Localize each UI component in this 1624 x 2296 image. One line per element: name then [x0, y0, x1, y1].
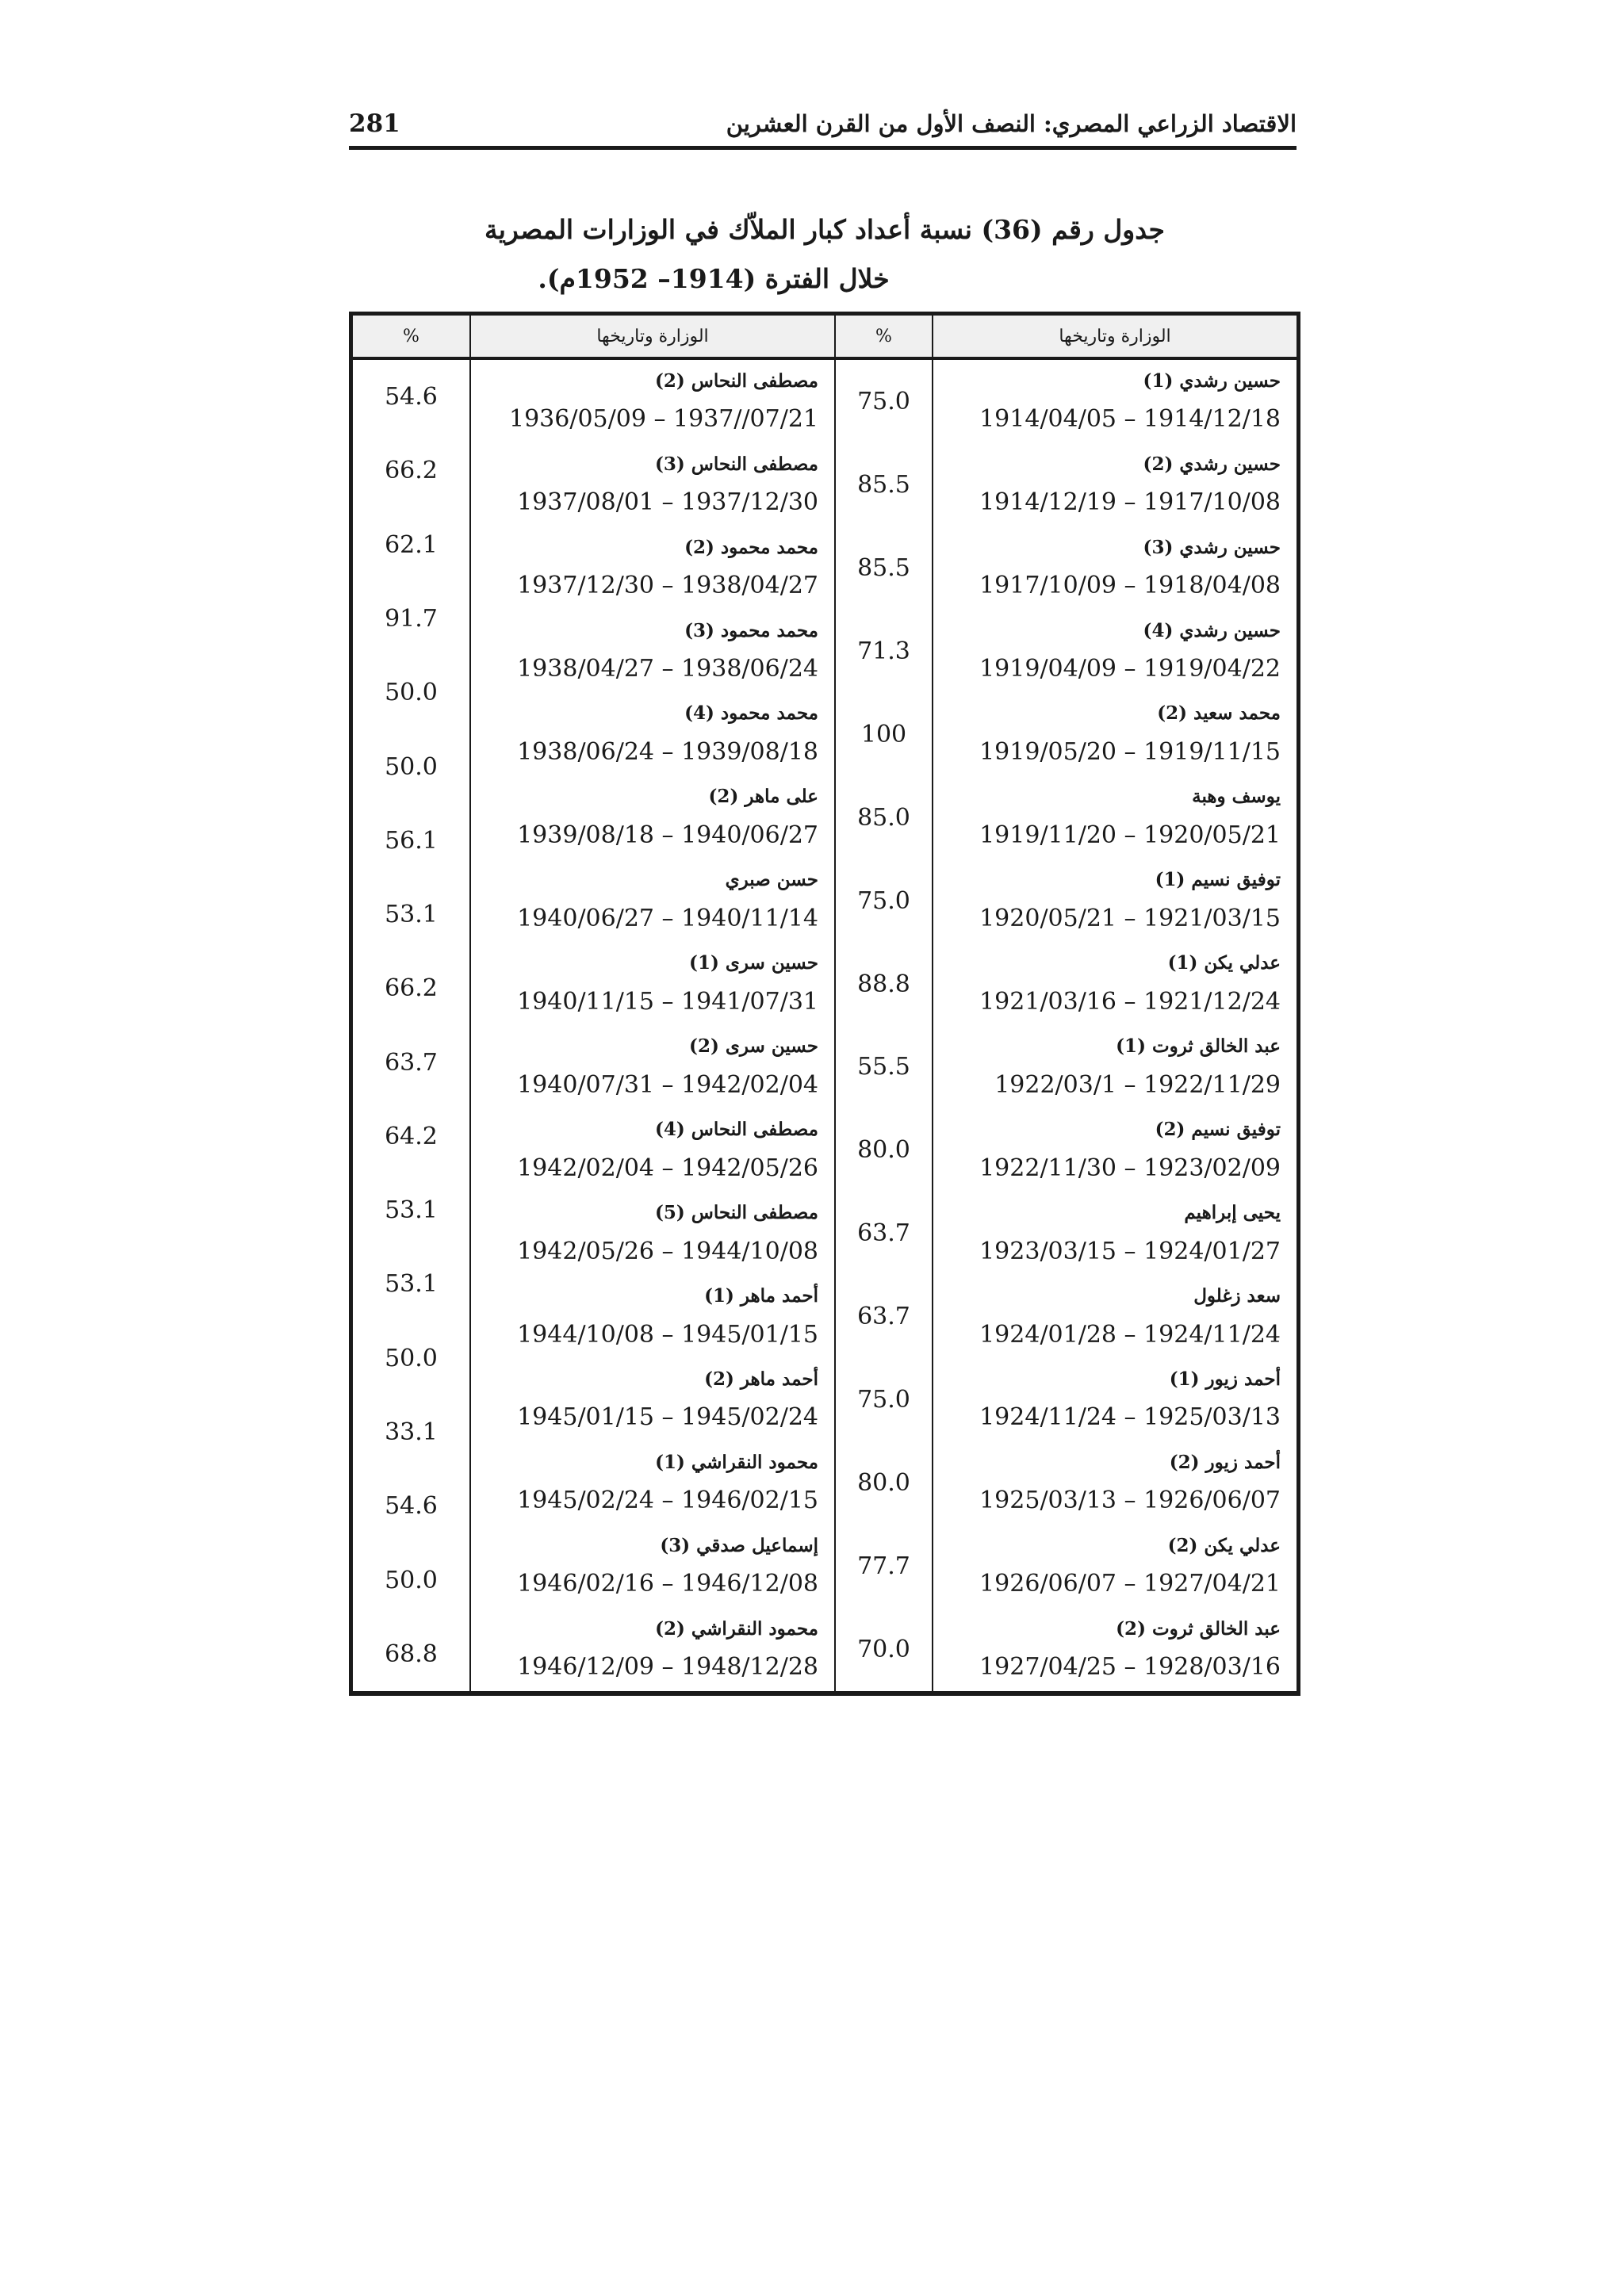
ministry-name: حسين رشدي (2) [1143, 453, 1281, 475]
ministry-name: أحمد زيور (2) [1169, 1451, 1281, 1473]
percent-value: 64.2 [385, 1122, 438, 1150]
percent-value: 66.2 [385, 457, 438, 485]
ministry-dates: 1937/08/01 – 1937/12/30 [517, 488, 818, 517]
percent-value: 71.3 [857, 637, 910, 665]
ministry-name: حسين رشدي (1) [1143, 369, 1281, 392]
ministry-name: عبد الخالق ثروت (1) [1116, 1035, 1281, 1058]
ministry-cell [471, 1525, 834, 1608]
header-rule [349, 146, 1297, 150]
left-ministry-column [469, 316, 834, 1691]
ministry-cell [933, 693, 1297, 776]
table-caption-line-2: خلال الفترة (1914– 1952م). [538, 263, 890, 294]
percent-value: 75.0 [857, 886, 910, 915]
right-ministry-cells [933, 360, 1297, 1691]
ministry-cell [933, 1108, 1297, 1192]
percent-value: 54.6 [385, 383, 438, 411]
ministry-name: أحمد ماهر (1) [704, 1285, 818, 1307]
ministry-dates: 1919/04/09 – 1919/04/22 [979, 655, 1281, 683]
percent-value: 80.0 [857, 1136, 910, 1165]
ministry-name: مصطفى النحاس (5) [654, 1202, 818, 1224]
ministry-cell [471, 1358, 834, 1441]
ministry-name: محمد محمود (3) [684, 619, 818, 641]
percent-value: 85.0 [857, 803, 910, 832]
ministry-dates: 1921/03/16 – 1921/12/24 [979, 987, 1281, 1016]
ministry-cell [471, 1026, 834, 1109]
ministry-dates: 1940/07/31 – 1942/02/04 [517, 1070, 818, 1099]
percent-value: 54.6 [385, 1492, 438, 1521]
percent-value: 53.1 [385, 1270, 438, 1299]
ministry-name: مصطفى النحاس (4) [654, 1119, 818, 1141]
percent-value: 50.0 [385, 679, 438, 707]
ministry-dates: 1919/05/20 – 1919/11/15 [979, 737, 1281, 766]
ministry-dates: 1938/04/27 – 1938/06/24 [517, 655, 818, 683]
ministry-cell [471, 610, 834, 693]
right-ministry-column [932, 316, 1297, 1691]
ministry-dates: 1926/06/07 – 1927/04/21 [979, 1570, 1281, 1598]
ministry-cell [471, 943, 834, 1026]
ministry-cell [933, 859, 1297, 943]
percent-value: 70.0 [857, 1636, 910, 1664]
ministry-name: مصطفى النحاس (2) [654, 369, 818, 392]
right-percent-column [834, 316, 932, 1691]
ministry-cell [933, 1608, 1297, 1691]
ministry-name: حسين سرى (2) [689, 1035, 818, 1058]
percent-value: 85.5 [857, 470, 910, 499]
percent-value: 66.2 [385, 974, 438, 1003]
ministry-name: محمود النقراشي (2) [655, 1617, 818, 1640]
ministry-name: حسين رشدي (3) [1143, 536, 1281, 558]
percent-value: 33.1 [385, 1418, 438, 1447]
ministry-name: عدلي يكن (1) [1167, 952, 1281, 974]
left-ministry-header: الوزارة وتاريخها [471, 316, 834, 360]
ministry-name: أحمد ماهر (2) [704, 1368, 818, 1390]
ministry-name: حسن صبري [725, 869, 818, 891]
page-number: 281 [349, 109, 400, 138]
ministry-cell [471, 1608, 834, 1691]
ministry-dates: 1914/12/19 – 1917/10/08 [979, 488, 1281, 517]
percent-value: 85.5 [857, 553, 910, 582]
percent-value: 75.0 [857, 1386, 910, 1414]
percent-value: 56.1 [385, 826, 438, 855]
ministry-name: عدلي يكن (2) [1167, 1534, 1281, 1556]
ministries-table [349, 312, 1300, 1696]
percent-value: 50.0 [385, 1566, 438, 1594]
ministry-dates: 1922/11/30 – 1923/02/09 [979, 1154, 1281, 1182]
ministry-dates: 1942/05/26 – 1944/10/08 [517, 1237, 818, 1265]
ministry-dates: 1938/06/24 – 1939/08/18 [517, 737, 818, 766]
table-caption-line-1: جدول رقم (36) نسبة أعداد كبار الملاّك في الوزارات المصرية [485, 214, 1165, 245]
ministry-cell [933, 776, 1297, 859]
ministry-dates: 1927/04/25 – 1928/03/16 [979, 1653, 1281, 1682]
ministry-dates: 1945/01/15 – 1945/02/24 [517, 1403, 818, 1432]
ministry-dates: 1937/12/30 – 1938/04/27 [517, 572, 818, 600]
page-header [349, 101, 1297, 146]
ministry-name: عبد الخالق ثروت (2) [1116, 1617, 1281, 1640]
percent-value: 55.5 [857, 1053, 910, 1081]
left-ministry-cells [471, 360, 834, 1691]
ministry-name: حسين سرى (1) [689, 952, 818, 974]
ministry-dates: 1924/11/24 – 1925/03/13 [979, 1403, 1281, 1432]
ministry-dates: 1923/03/15 – 1924/01/27 [979, 1237, 1281, 1265]
ministry-name: توفيق نسيم (2) [1155, 1119, 1281, 1141]
ministry-dates: 1946/02/16 – 1946/12/08 [517, 1570, 818, 1598]
ministry-dates: 1936/05/09 – 1937//07/21 [509, 405, 818, 434]
ministry-name: مصطفى النحاس (3) [654, 453, 818, 475]
ministry-cell [471, 693, 834, 776]
ministry-name: إسماعيل صدقي (3) [660, 1534, 818, 1556]
ministry-cell [933, 1358, 1297, 1441]
percent-value: 50.0 [385, 752, 438, 781]
ministry-cell [471, 1192, 834, 1275]
ministry-dates: 1940/06/27 – 1940/11/14 [517, 904, 818, 932]
ministry-cell [933, 1525, 1297, 1608]
ministry-cell [933, 1275, 1297, 1358]
ministry-cell [933, 610, 1297, 693]
ministry-cell [933, 1026, 1297, 1109]
ministry-dates: 1925/03/13 – 1926/06/07 [979, 1487, 1281, 1515]
ministry-cell [933, 443, 1297, 526]
ministry-name: أحمد زيور (1) [1169, 1368, 1281, 1390]
ministry-dates: 1940/11/15 – 1941/07/31 [517, 987, 818, 1016]
percent-value: 68.8 [385, 1640, 438, 1668]
ministry-name: محمد محمود (2) [684, 536, 818, 558]
ministry-dates: 1919/11/20 – 1920/05/21 [979, 821, 1281, 849]
ministry-dates: 1920/05/21 – 1921/03/15 [979, 904, 1281, 932]
percent-value: 53.1 [385, 1196, 438, 1225]
percent-value: 75.0 [857, 387, 910, 415]
right-ministry-header: الوزارة وتاريخها [933, 316, 1297, 360]
ministry-name: على ماهر (2) [708, 786, 818, 808]
ministry-cell [471, 443, 834, 526]
percent-value: 80.0 [857, 1469, 910, 1498]
ministry-cell [933, 360, 1297, 443]
ministry-dates: 1945/02/24 – 1946/02/15 [517, 1487, 818, 1515]
ministry-cell [471, 1441, 834, 1525]
percent-value: 63.7 [385, 1048, 438, 1077]
ministry-cell [933, 943, 1297, 1026]
ministry-cell [471, 1108, 834, 1192]
percent-value: 91.7 [385, 604, 438, 633]
percent-value: 63.7 [857, 1303, 910, 1331]
running-title: الاقتصاد الزراعي المصري: النصف الأول من القرن العشرين [726, 110, 1297, 137]
left-percent-header: % [353, 316, 469, 360]
ministry-dates: 1942/02/04 – 1942/05/26 [517, 1154, 818, 1182]
percent-value: 50.0 [385, 1344, 438, 1372]
ministry-name: سعد زغلول [1193, 1285, 1281, 1307]
percent-value: 63.7 [857, 1219, 910, 1248]
ministry-dates: 1946/12/09 – 1948/12/28 [517, 1653, 818, 1682]
ministry-cell [933, 526, 1297, 610]
percent-value: 88.8 [857, 970, 910, 998]
percent-value: 77.7 [857, 1552, 910, 1581]
ministry-name: محمد سعيد (2) [1157, 702, 1281, 725]
ministry-name: يوسف وهبة [1192, 786, 1281, 808]
ministry-name: حسين رشدي (4) [1143, 619, 1281, 641]
ministry-dates: 1939/08/18 – 1940/06/27 [517, 821, 818, 849]
ministry-cell [471, 360, 834, 443]
ministry-name: يحيى إبراهيم [1184, 1202, 1281, 1224]
ministry-dates: 1914/04/05 – 1914/12/18 [979, 405, 1281, 434]
left-percent-cells [353, 360, 469, 1691]
right-percent-cells [836, 360, 932, 1691]
ministry-name: محمود النقراشي (1) [655, 1451, 818, 1473]
percent-value: 62.1 [385, 530, 438, 559]
ministry-cell [933, 1192, 1297, 1275]
ministry-cell [471, 859, 834, 943]
right-percent-header: % [836, 316, 932, 360]
ministry-cell [471, 776, 834, 859]
left-percent-column [353, 316, 469, 1691]
ministry-dates: 1924/01/28 – 1924/11/24 [979, 1320, 1281, 1349]
ministry-dates: 1922/03/1 – 1922/11/29 [994, 1070, 1281, 1099]
ministry-name: محمد محمود (4) [684, 702, 818, 725]
ministry-cell [933, 1441, 1297, 1525]
ministry-name: توفيق نسيم (1) [1155, 869, 1281, 891]
percent-value: 100 [860, 720, 907, 748]
ministry-cell [471, 1275, 834, 1358]
ministry-dates: 1944/10/08 – 1945/01/15 [517, 1320, 818, 1349]
ministry-dates: 1917/10/09 – 1918/04/08 [979, 572, 1281, 600]
ministry-cell [471, 526, 834, 610]
percent-value: 53.1 [385, 901, 438, 929]
